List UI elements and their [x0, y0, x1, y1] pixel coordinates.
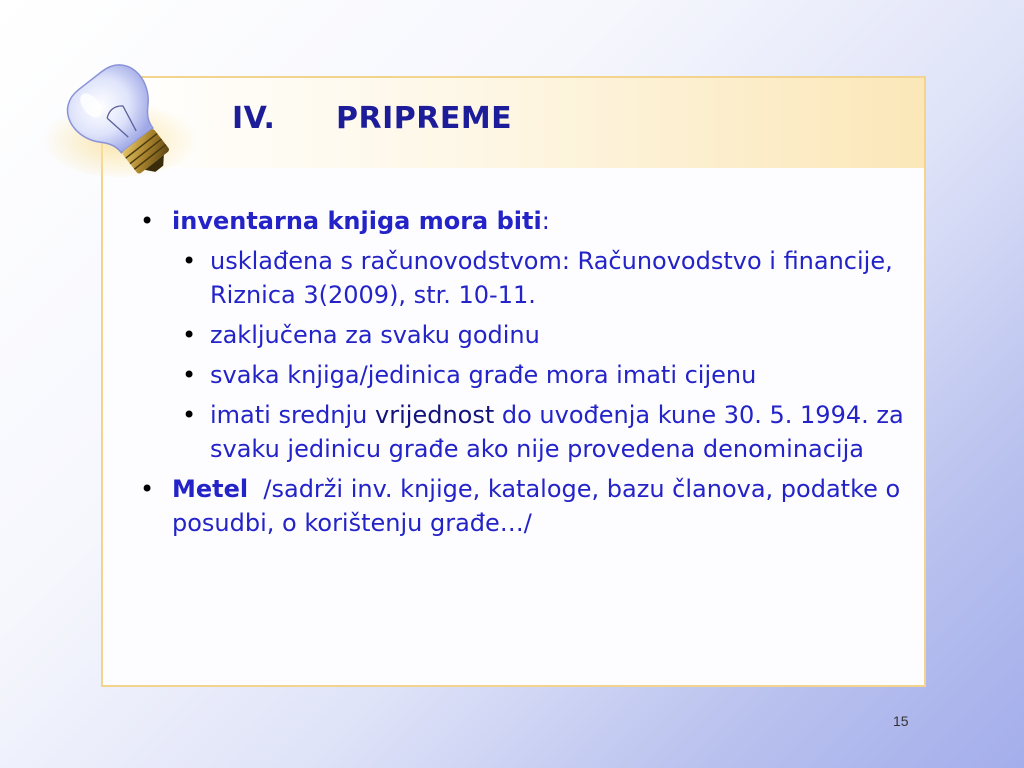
subitem-uskladena: [140, 244, 910, 312]
sub-bullet-marker: •: [182, 247, 197, 275]
subitem-highlight: vrijednost: [375, 401, 495, 429]
bullet-text: /sadrži inv. knjige, kataloge, bazu članova, podatke o posudbi, o korištenju građe…/: [172, 475, 908, 537]
subitem-text: usklađena s računovodstvom: Računovodstvo i financije, Riznica 3(2009), str. 10-11.: [210, 247, 893, 309]
subitem-text-after: do uvođenja kune 30. 5. 1994. za svaku jedinicu građe ako nije provedena denominacija: [210, 401, 904, 463]
subitem-text: zaključena za svaku godinu: [210, 321, 540, 349]
bullet-colon: :: [541, 207, 550, 235]
sub-bullet-marker: •: [182, 401, 197, 429]
bullet-metel: [140, 472, 910, 540]
title-text: PRIPREME: [336, 101, 513, 136]
bullet-heading: Metel: [172, 475, 249, 503]
title-band: [103, 78, 924, 168]
subitem-srednja-vrijednost: [140, 398, 910, 466]
subitem-cijena: [140, 358, 910, 392]
bullet-marker: •: [140, 207, 155, 235]
bullet-heading: inventarna knjiga mora biti: [172, 207, 542, 235]
slide-title: [232, 101, 512, 136]
subitem-text-before: imati srednju: [210, 401, 376, 429]
bullet-marker: •: [140, 475, 155, 503]
title-number: IV.: [232, 101, 276, 136]
subitem-zakljucena: [140, 318, 910, 352]
subitem-text: svaka knjiga/jedinica građe mora imati cijenu: [210, 361, 757, 389]
bullet-inventarna-knjiga: [140, 204, 910, 238]
page-number: 15: [893, 713, 909, 729]
sub-bullet-marker: •: [182, 321, 197, 349]
slide-content: [140, 204, 910, 546]
lightbulb-icon: [40, 52, 210, 182]
sub-bullet-marker: •: [182, 361, 197, 389]
